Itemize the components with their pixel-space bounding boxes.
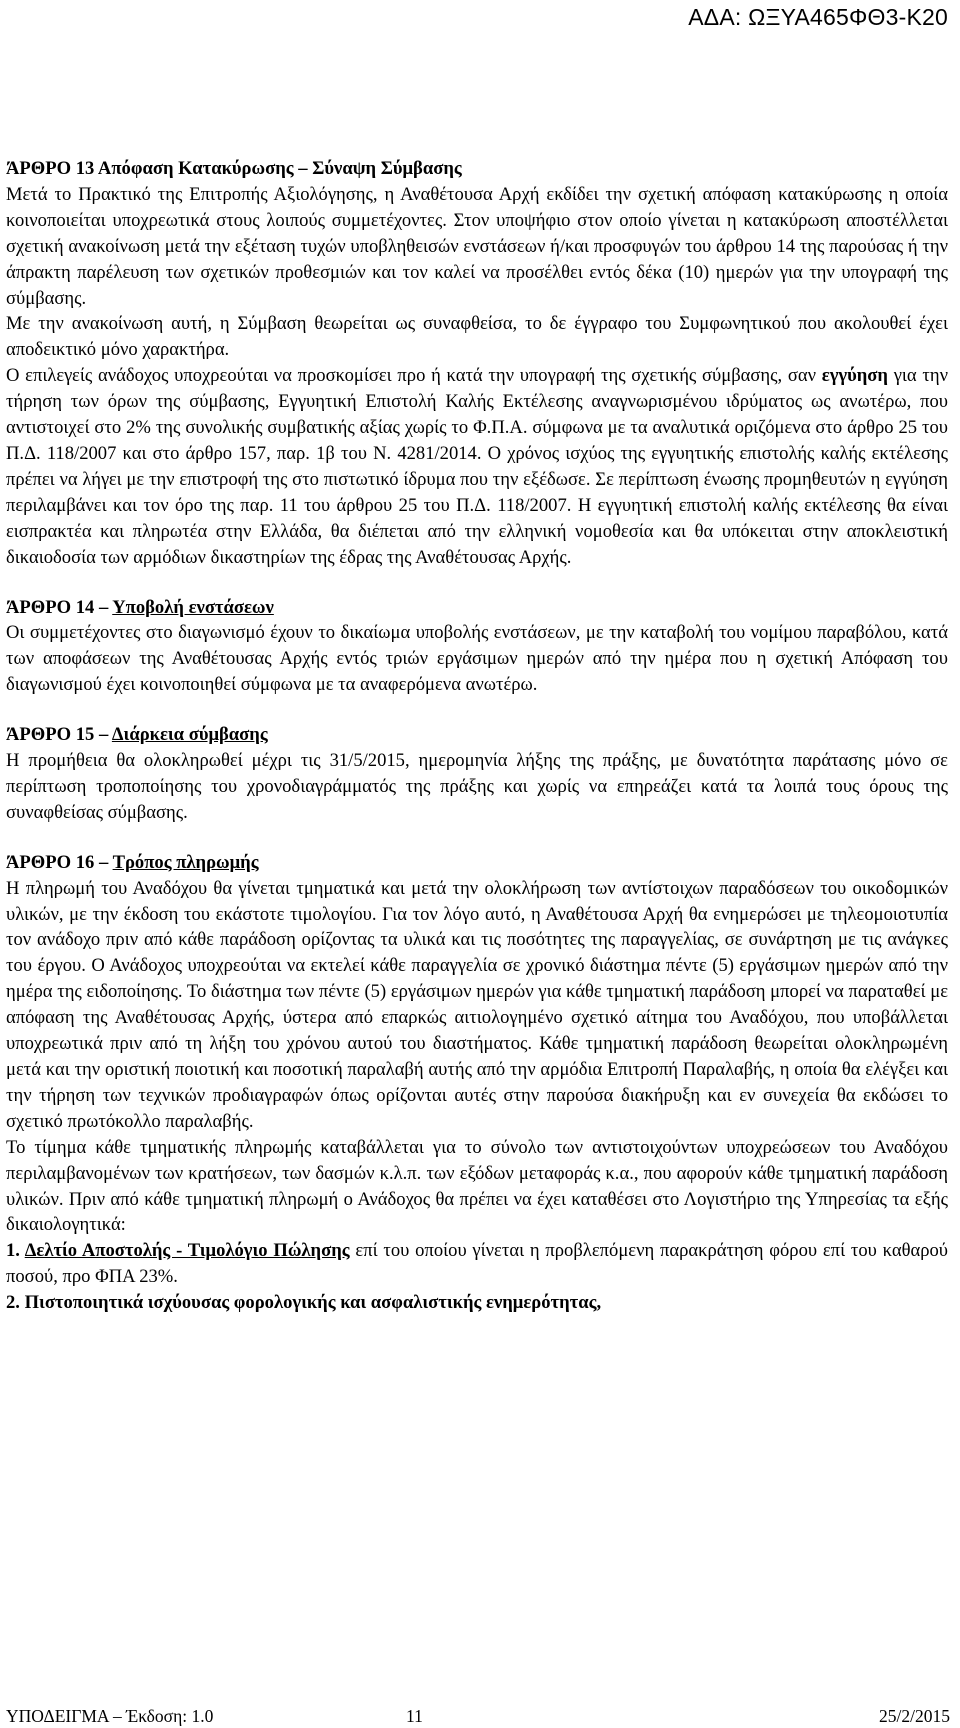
article-15-paragraph: Η προμήθεια θα ολοκληρωθεί μέχρι τις 31/5/2015, ημερομηνία λήξης της πράξης, με δυνατότητα παράτασης μόνο σε περίπτωση τροποποίησης του χρονοδιαγράμματός της πράξης και χωρίς να επηρεάζει κατά τα λοιπά τους όρους της συναφθείσας σύμβασης. bbox=[6, 750, 948, 823]
list-item-1-number: 1. bbox=[6, 1240, 25, 1262]
list-item-1 bbox=[6, 1238, 948, 1290]
list-item-2: 2. Πιστοποιητικά ισχύουσας φορολογικής και ασφαλιστικής ενημερότητας, bbox=[6, 1292, 602, 1314]
list-item-1-title: Δελτίο Αποστολής - Τιμολόγιο Πώλησης bbox=[24, 1240, 350, 1262]
article-14-label: ΆΡΘΡΟ 14 – bbox=[6, 596, 113, 618]
footer-template-version: ΥΠΟΔΕΙΓΜΑ – Έκδοση: 1.0 bbox=[6, 1706, 214, 1726]
article-16-title: Τρόπος πληρωμής bbox=[112, 851, 259, 873]
guarantee-text-a: Ο επιλεγείς ανάδοχος υποχρεούται να προσκομίσει προ ή κατά την υπογραφή της σχετικής σύμβασης, σαν bbox=[6, 365, 822, 387]
page-number: 11 bbox=[406, 1706, 423, 1726]
document-code: ΑΔΑ: ΩΞΥΑ465ΦΘ3-Κ20 bbox=[688, 4, 948, 30]
article-13-paragraph-1: Μετά το Πρακτικό της Επιτροπής Αξιολόγησης, η Αναθέτουσα Αρχή εκδίδει την σχετική απόφαση κατακύρωσης η οποία κοινοποιείται υποχρεωτικά στους λοιπούς συμμετέχοντες. Στον υποψήφιο στον οποίο γίνεται η κατακύρωση αποστέλλεται σχετική ανακοίνωση μετά την εξέταση τυχών υποβληθεισών ενστάσεων ή/και προσφυγών του άρθρου 14 της παρούσας ή την άπρακτη παρέλευση των σχετικών προθεσμιών και τον καλεί να προσέλθει εντός δέκα (10) ημερών για την υπογραφή της σύμβασης. bbox=[6, 183, 948, 309]
article-15-label: ΆΡΘΡΟ 15 – bbox=[6, 724, 112, 746]
article-13-heading: ΆΡΘΡΟ 13 Απόφαση Κατακύρωσης – Σύναψη Σύμβασης bbox=[6, 158, 462, 179]
article-15-title: Διάρκεια σύμβασης bbox=[111, 724, 268, 746]
article-14-heading bbox=[6, 595, 948, 621]
article-15-heading bbox=[6, 722, 948, 748]
list-item-1-text: επί του οποίου γίνεται η προβλεπόμενη παρακράτηση φόρου επί του καθαρού ποσού, προ ΦΠΑ 23%. bbox=[6, 1240, 948, 1288]
article-13-paragraph-3 bbox=[6, 363, 948, 570]
article-16-paragraph-2: Το τίμημα κάθε τμηματικής πληρωμής καταβάλλεται για το σύνολο των αντιστοιχούντων υποχρεώσεων του Αναδόχου περιλαμβανομένων των κρατήσεων, των δασμών κ.λ.π. των εξόδων μεταφοράς κ.α., που αφορούν κάθε τμηματική παράδοση υλικών. Πριν από κάθε τμηματική πληρωμή ο Ανάδοχος θα πρέπει να έχει καταθέσει στο Λογιστήριο της Υπηρεσίας τα εξής δικαιολογητικά: bbox=[6, 1136, 948, 1236]
article-14-title: Υποβολή ενστάσεων bbox=[112, 596, 274, 618]
article-16-paragraph-1: Η πληρωμή του Αναδόχου θα γίνεται τμηματικά και μετά την ολοκλήρωση των αντίστοιχων παραδόσεων του οικοδομικών υλικών, με την έκδοση του εκάστοτε τιμολογίου. Για τον λόγο αυτό, η Αναθέτουσα Αρχή θα ενημερώσει με τηλεομοιοτυπία τον ανάδοχο πριν από κάθε παράδοση ορίζοντας τα υλικά και τις ποσότητες της παραγγελίας, σε συνάρτηση με τις ανάγκες του έργου. Ο Ανάδοχος υποχρεούται να εκτελεί κάθε παραγγελία σε χρονικό διάστημα πέντε (5) εργάσιμων ημερών από την ημέρα της ειδοποίησης. Το διάστημα των πέντε (5) εργάσιμων ημερών για κάθε τμηματική παράδοση μπορεί να παραταθεί με απόφαση της Αναθέτουσας Αρχής, ύστερα από επαρκώς αιτιολογημένο σχετικό αίτημα του Αναδόχου, που υποβάλλεται υποχρεωτικά πριν από τη λήξη του χρόνου αυτού του διαστήματος. Κάθε τμηματική παράδοση θεωρείται ολοκληρωμένη μετά και την οριστική ποιοτική και ποσοτική παραλαβή αυτής από την αρμόδια Επιτροπή Παραλαβής, η οποία θα ελέγξει και την τήρηση των τεχνικών προδιαγραφών όπως ορίζονται αυτές στην παρούσα διακήρυξη και εν συνεχεία θα εκδώσει το σχετικό πρωτόκολλο παραλαβής. bbox=[6, 877, 948, 1132]
article-14-paragraph: Οι συμμετέχοντες στο διαγωνισμό έχουν το δικαίωμα υποβολής ενστάσεων, με την καταβολή του νομίμου παραβόλου, κατά των αποφάσεων της Αναθέτουσας Αρχής εντός τριών εργάσιμων ημερών από την ημέρα που η σχετική Απόφαση του διαγωνισμού έχει κοινοποιηθεί σύμφωνα με τα αναφερόμενα ανωτέρω. bbox=[6, 622, 948, 696]
article-16-heading bbox=[6, 850, 948, 876]
document-body bbox=[6, 156, 948, 1316]
article-13-paragraph-2: Με την ανακοίνωση αυτή, η Σύμβαση θεωρείται ως συναφθείσα, το δε έγγραφο του Συμφωνητικού που ακολουθεί έχει αποδεικτικό μόνο χαρακτήρα. bbox=[6, 313, 948, 361]
guarantee-text-b: για την τήρηση των όρων της σύμβασης, Εγγυητική Επιστολή Καλής Εκτέλεσης αναγνωρισμένου ιδρύματος ως ανωτέρω, που αντιστοιχεί στο 2% της συνολικής συμβατικής αξίας χωρίς το Φ.Π.Α. σύμφωνα με τα αναλυτικά οριζόμενα στο άρθρο 25 του Π.Δ. 118/2007 και στο άρθρο 157, παρ. 1β του Ν. 4281/2014. Ο χρόνος ισχύος της εγγυητικής επιστολής καλής εκτέλεσης πρέπει να λήγει με την επιστροφή της στο πιστωτικό ίδρυμα που την εξέδωσε. Σε περίπτωση ένωσης προμηθευτών η εγγύηση περιλαμβάνει και τον όρο της παρ. 11 του άρθρου 25 του Π.Δ. 118/2007. Η εγγυητική επιστολή καλής εκτέλεσης θα είναι εισπρακτέα και πληρωτέα στην Ελλάδα, θα διέπεται από την ελληνική νομοθεσία και θα υπόκειται στην αποκλειστική δικαιοδοσία των αρμόδιων δικαστηρίων της έδρας της Αναθέτουσας Αρχής. bbox=[6, 365, 948, 568]
article-16-label: ΆΡΘΡΟ 16 – bbox=[6, 851, 113, 873]
footer-date: 25/2/2015 bbox=[879, 1706, 950, 1726]
guarantee-term: εγγύηση bbox=[821, 365, 888, 387]
